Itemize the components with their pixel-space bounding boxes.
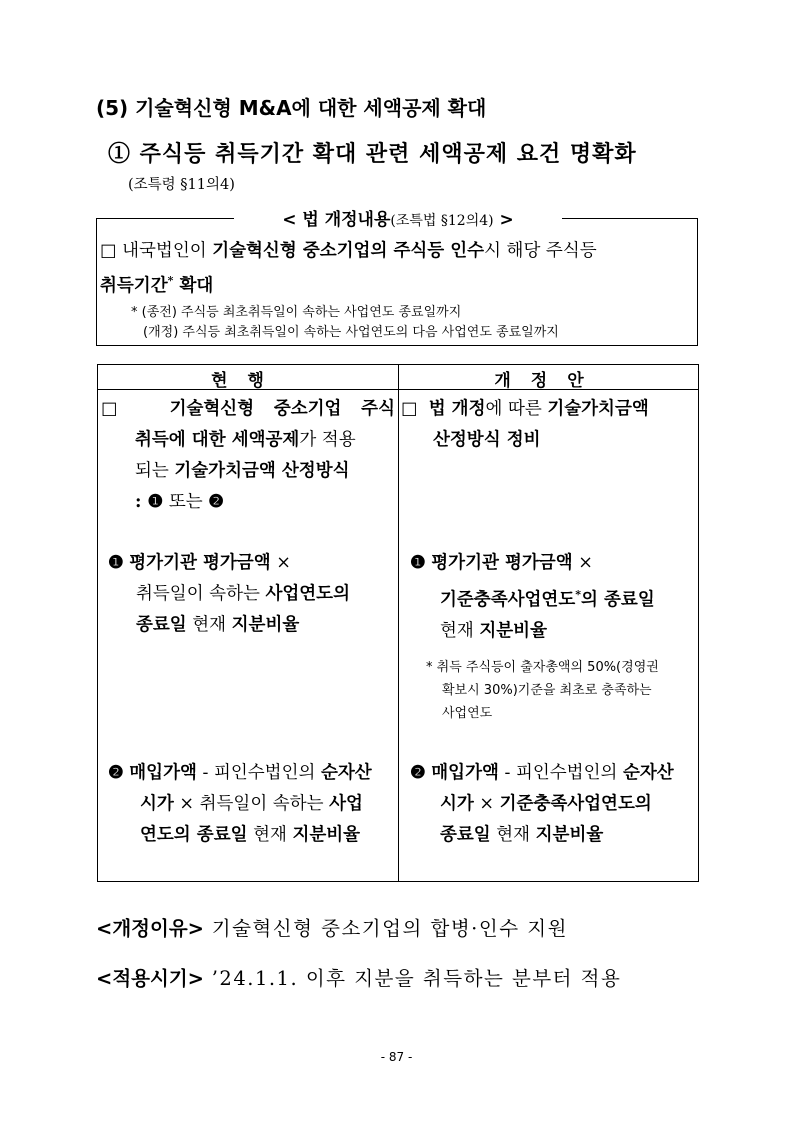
law-text-4: 취득기간: [100, 275, 168, 296]
revision-note-1: * 취득 주식등이 출자총액의 50%(경영권: [426, 660, 659, 675]
revision-p1-a: 법 개정: [428, 399, 486, 419]
revision-i1-a: 평가기관 평가금액: [431, 553, 573, 573]
apply-text: ’24.1.1. 이후 지분을 취득하는 분부터 적용: [204, 967, 622, 990]
revision-footnote-mark: *: [575, 588, 582, 601]
revision-i2-h: 현재: [490, 825, 536, 845]
current-i1-e: 종료일: [136, 615, 187, 635]
revision-intro: [401, 394, 697, 456]
revision-i2-b: - 피인수법인의: [498, 763, 623, 783]
current-p1-f: : ❶: [135, 492, 164, 512]
current-i2-c: 순자산: [320, 763, 372, 783]
law-box-text: [100, 236, 696, 301]
revision-item-1: [410, 548, 698, 647]
current-i2-e: × 취득일이 속하는: [173, 794, 330, 814]
current-i2-g: 연도의 종료일: [140, 825, 248, 845]
revision-item-2: [410, 758, 698, 851]
revision-i2-i: 지분비율: [535, 825, 604, 845]
current-p1-h: ❷: [208, 492, 224, 512]
comparison-table-divider: [398, 364, 399, 882]
application-period: [96, 963, 621, 991]
revision-p1-b: 에 따른: [485, 399, 548, 419]
current-item-1: [108, 548, 396, 641]
revision-p1-d: 산정방식 정비: [433, 430, 541, 450]
law-box-top-border-left: [96, 218, 234, 219]
law-box-heading: [234, 205, 562, 230]
law-box-note: [131, 303, 559, 343]
revision-i1-c: 기준충족사업연도: [440, 589, 576, 610]
reason-label: <개정이유>: [96, 917, 205, 940]
revision-i2-e: ×: [473, 794, 500, 814]
law-heading-end: >: [499, 210, 514, 230]
header-current: 현행: [211, 371, 284, 391]
revision-checkbox: □: [401, 399, 418, 419]
current-i2-b: - 피인수법인의: [196, 763, 321, 783]
current-p1-c: 가 적용: [299, 430, 356, 450]
current-i1-b: ×: [270, 553, 291, 573]
current-i1-num: ❶: [108, 553, 124, 573]
revision-i1-num: ❶: [410, 553, 426, 573]
revision-i1-e: 현재: [440, 620, 480, 641]
revision-i1-d: 의 종료일: [581, 589, 655, 610]
current-item-2: [108, 758, 396, 851]
subsection-title: ① 주식등 취득기간 확대 관련 세액공제 요건 명확화: [108, 141, 637, 167]
current-i2-i: 지분비율: [292, 825, 361, 845]
revision-note-2: 확보시 30%)기준을 최초로 충족하는: [442, 683, 652, 698]
revision-i2-g: 종료일: [440, 825, 491, 845]
revision-p1-c: 기술가치금액: [547, 399, 649, 419]
current-i1-c: 취득일이 속하는: [136, 584, 266, 604]
subsection-ref: (조특령 §11의4): [128, 177, 235, 193]
law-note-2: (개정) 주식등 최초취득일이 속하는 사업연도의 다음 사업연도 종료일까지: [143, 325, 559, 340]
law-note-1: * (종전) 주식등 최초취득일이 속하는 사업연도 종료일까지: [131, 305, 462, 320]
current-i1-d: 사업연도의: [265, 584, 350, 604]
current-i1-g: 지분비율: [231, 615, 300, 635]
revision-i2-c: 순자산: [622, 763, 674, 783]
law-text-1: 내국법인이: [122, 241, 213, 261]
header-revision: 개정안: [494, 371, 604, 391]
law-heading-text: < 법 개정내용: [282, 210, 391, 230]
law-text-5: 확대: [173, 275, 214, 296]
revision-note-3: 사업연도: [442, 706, 493, 721]
current-i2-num: ❷: [108, 763, 124, 783]
current-checkbox: □: [101, 399, 132, 419]
law-box-top-border-right: [562, 218, 698, 219]
current-i2-h: 현재: [247, 825, 293, 845]
law-checkbox: □: [100, 241, 117, 261]
current-p1-a: 기술혁신형 중소기업 주식: [169, 399, 395, 419]
current-i2-d: 시가: [140, 794, 174, 814]
revision-i2-f: 기준충족사업연도의: [499, 794, 652, 814]
current-p1-b: 취득에 대한 세액공제: [135, 430, 300, 450]
apply-label: <적용시기>: [96, 967, 205, 990]
revision-reason: [96, 913, 568, 941]
current-p1-d: 되는: [135, 461, 175, 481]
current-p1-e: 기술가치금액 산정방식: [174, 461, 350, 481]
law-footnote-mark: *: [167, 274, 174, 287]
revision-i2-d: 시가: [440, 794, 474, 814]
revision-i2-a: 매입가액: [431, 763, 499, 783]
law-text-2: 기술혁신형 중소기업의 주식등 인수: [212, 241, 485, 261]
law-text-3: 시 해당 주식등: [484, 241, 597, 261]
current-intro: [101, 394, 395, 518]
revision-i1-b: ×: [572, 553, 593, 573]
current-i2-f: 사업: [329, 794, 363, 814]
reason-text: 기술혁신형 중소기업의 합병·인수 지원: [204, 917, 568, 940]
page-number: - 87 -: [380, 1050, 413, 1064]
revision-i1-f: 지분비율: [479, 620, 547, 641]
revision-i2-num: ❷: [410, 763, 426, 783]
current-i2-a: 매입가액: [129, 763, 197, 783]
law-heading-ref: (조특법 §12의4): [390, 213, 494, 229]
revision-note: [426, 656, 698, 725]
section-title: (5) 기술혁신형 M&A에 대한 세액공제 확대: [96, 96, 487, 120]
current-i1-a: 평가기관 평가금액: [129, 553, 271, 573]
current-i1-f: 현재: [186, 615, 232, 635]
current-p1-g: 또는: [163, 492, 209, 512]
